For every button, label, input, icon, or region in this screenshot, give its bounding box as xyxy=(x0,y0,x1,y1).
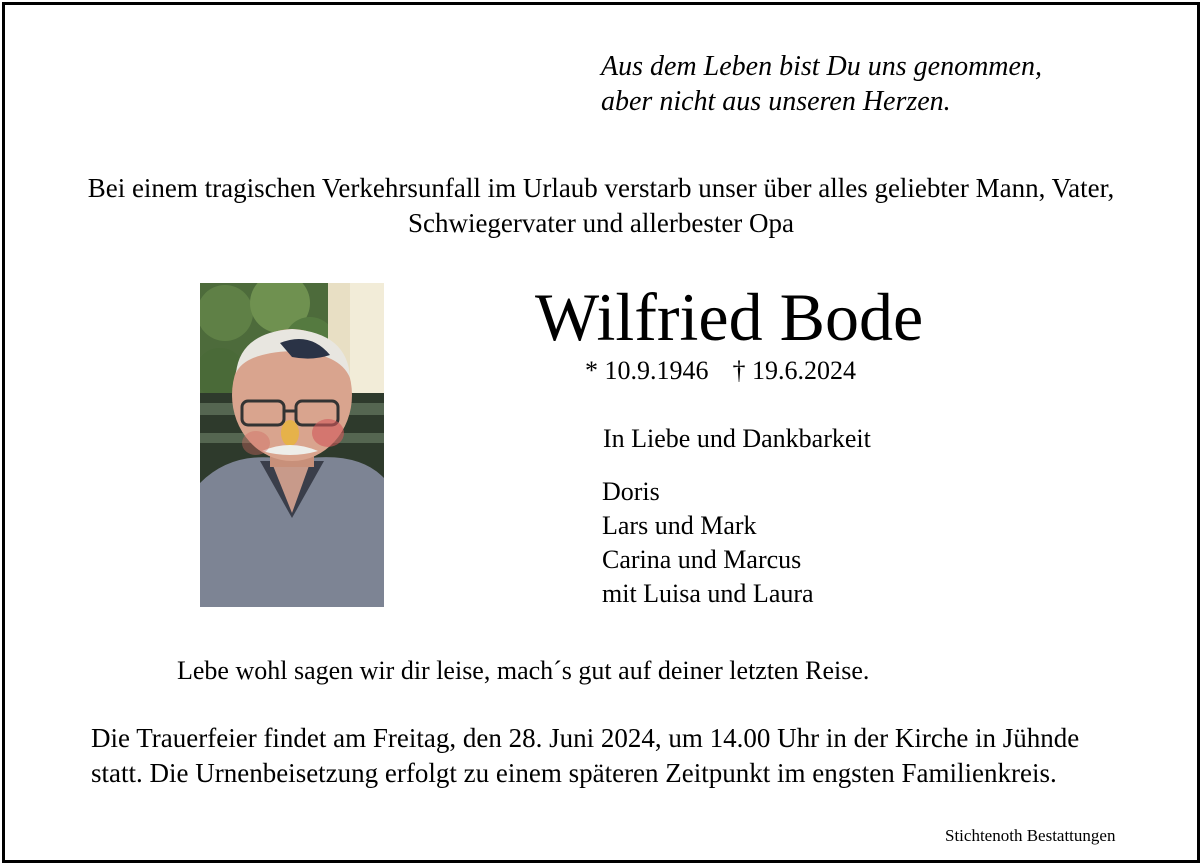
family-member: Lars und Mark xyxy=(602,511,757,540)
service-details: Die Trauerfeier findet am Freitag, den 28. Juni 2024, um 14.00 Uhr in der Kirche in Jühnde statt. Die Urnenbeisetzung erfolgt zu einem späteren Zeitpunkt im engsten Familienkreis. xyxy=(91,723,1080,788)
deceased-name: Wilfried Bode xyxy=(535,279,924,355)
motto xyxy=(601,49,1042,119)
motto-line-2: aber nicht aus unseren Herzen. xyxy=(601,86,951,117)
intro-text: Bei einem tragischen Verkehrsunfall im Urlaub verstarb unser über alles geliebter Mann, Vater, Schwiegervater und allerbester Opa xyxy=(87,173,1115,238)
death-date: † 19.6.2024 xyxy=(732,356,856,385)
family-member: Carina und Marcus xyxy=(602,545,802,574)
obituary-notice xyxy=(2,2,1200,863)
portrait-photo xyxy=(200,283,384,607)
thanks-line: In Liebe und Dankbarkeit xyxy=(603,424,871,453)
farewell-verse: Lebe wohl sagen wir dir leise, mach´s gut auf deiner letzten Reise. xyxy=(177,656,870,685)
family-member: mit Luisa und Laura xyxy=(602,579,814,608)
life-dates xyxy=(585,355,856,387)
family-list xyxy=(602,475,814,611)
birth-date: * 10.9.1946 xyxy=(585,356,709,385)
family-member: Doris xyxy=(602,477,660,506)
motto-line-1: Aus dem Leben bist Du uns genommen, xyxy=(601,51,1042,82)
undertaker-name: Stichtenoth Bestattungen xyxy=(945,826,1116,845)
